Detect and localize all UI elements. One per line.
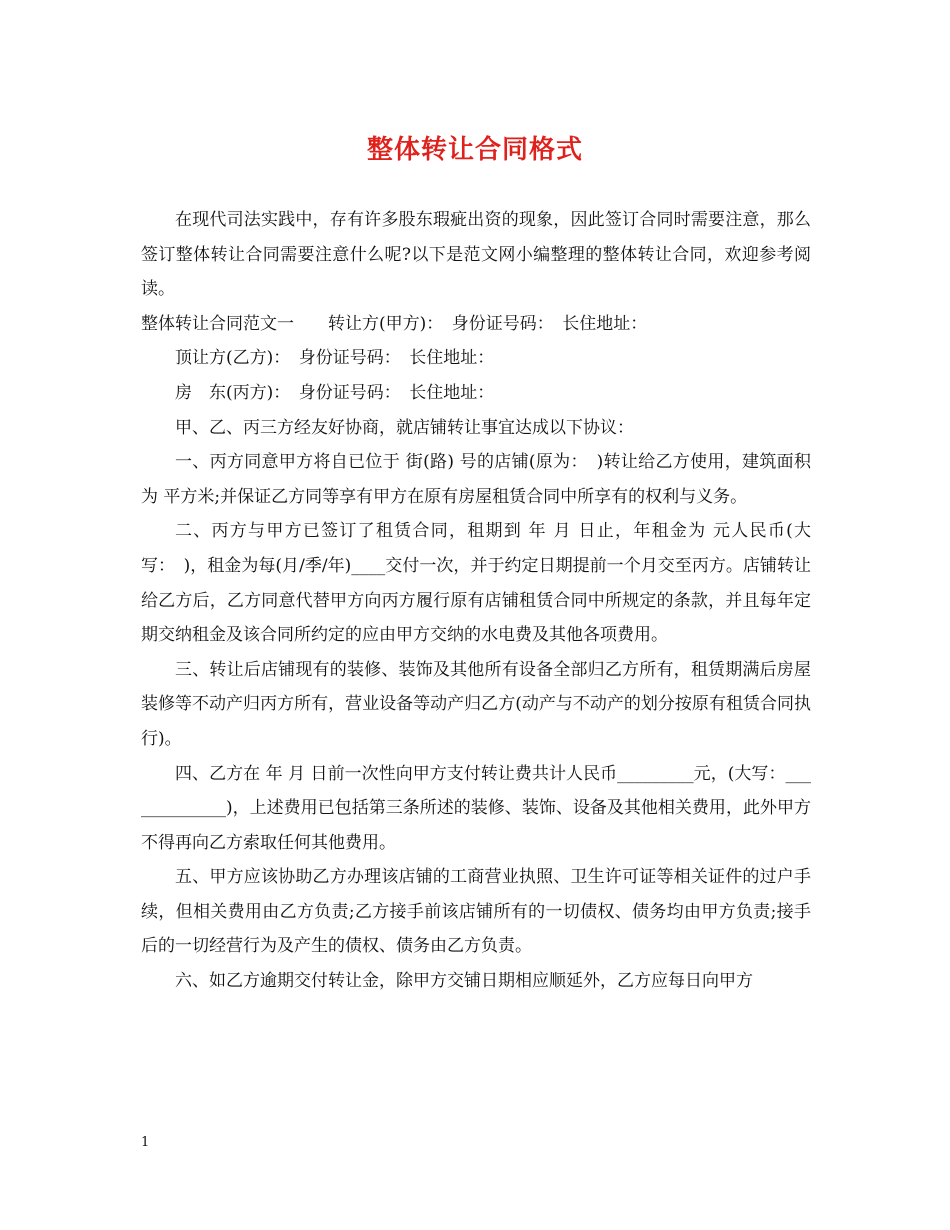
paragraph-intro: 在现代司法实践中，存有许多股东瑕疵出资的现象，因此签订合同时需要注意，那么签订整体转让合同需要注意什么呢?以下是范文网小编整理的整体转让合同，欢迎参考阅读。: [141, 210, 811, 300]
page-number: 1: [141, 1135, 150, 1150]
clause-6: 六、如乙方逾期交付转让金，除甲方交铺日期相应顺延外，乙方应每日向甲方: [175, 971, 753, 992]
clause-4: 四、乙方在 年 月 日前一次性向甲方支付转让费共计人民币_________元，(大写：_____________)，上述费用已包括第三条所述的装修、装饰、设备及其他相关费用，此外甲方不得再向乙方索取任何其他费用。: [141, 763, 811, 853]
clause-2: 二、丙方与甲方已签订了租赁合同，租期到 年 月 日止，年租金为 元人民币(大写： )，租金为每(月/季/年)____交付一次，并于约定日期提前一个月交至丙方。店铺转让给乙方后，乙方同意代替甲方向丙方履行原有店铺租赁合同中所规定的条款，并且每年定期交纳租金及该合同所约定的应由甲方交纳的水电费及其他各项费用。: [141, 521, 811, 646]
document-title: 整体转让合同格式: [366, 135, 583, 165]
document-body: [141, 203, 811, 999]
paragraph-agreement-intro: 甲、乙、丙三方经友好协商，就店铺转让事宜达成以下协议：: [175, 417, 634, 438]
clause-1: 一、丙方同意甲方将自已位于 街(路) 号的店铺(原为： )转让给乙方使用，建筑面积为 平方米;并保证乙方同等享有甲方在原有房屋租赁合同中所享有的权利与义务。: [141, 452, 811, 507]
paragraph-party-a: 整体转让合同范文一 转让方(甲方)： 身份证号码： 长住地址：: [141, 313, 648, 334]
clause-3: 三、转让后店铺现有的装修、装饰及其他所有设备全部归乙方所有，租赁期满后房屋装修等不动产归丙方所有，营业设备等动产归乙方(动产与不动产的划分按原有租赁合同执行)。: [141, 659, 811, 749]
paragraph-party-b: 顶让方(乙方)： 身份证号码： 长住地址：: [175, 348, 495, 369]
paragraph-party-c: 房 东(丙方)： 身份证号码： 长住地址：: [175, 382, 495, 403]
clause-5: 五、甲方应该协助乙方办理该店铺的工商营业执照、卫生许可证等相关证件的过户手续，但相关费用由乙方负责;乙方接手前该店铺所有的一切债权、债务均由甲方负责;接手后的一切经营行为及产生的债权、债务由乙方负责。: [141, 867, 811, 957]
